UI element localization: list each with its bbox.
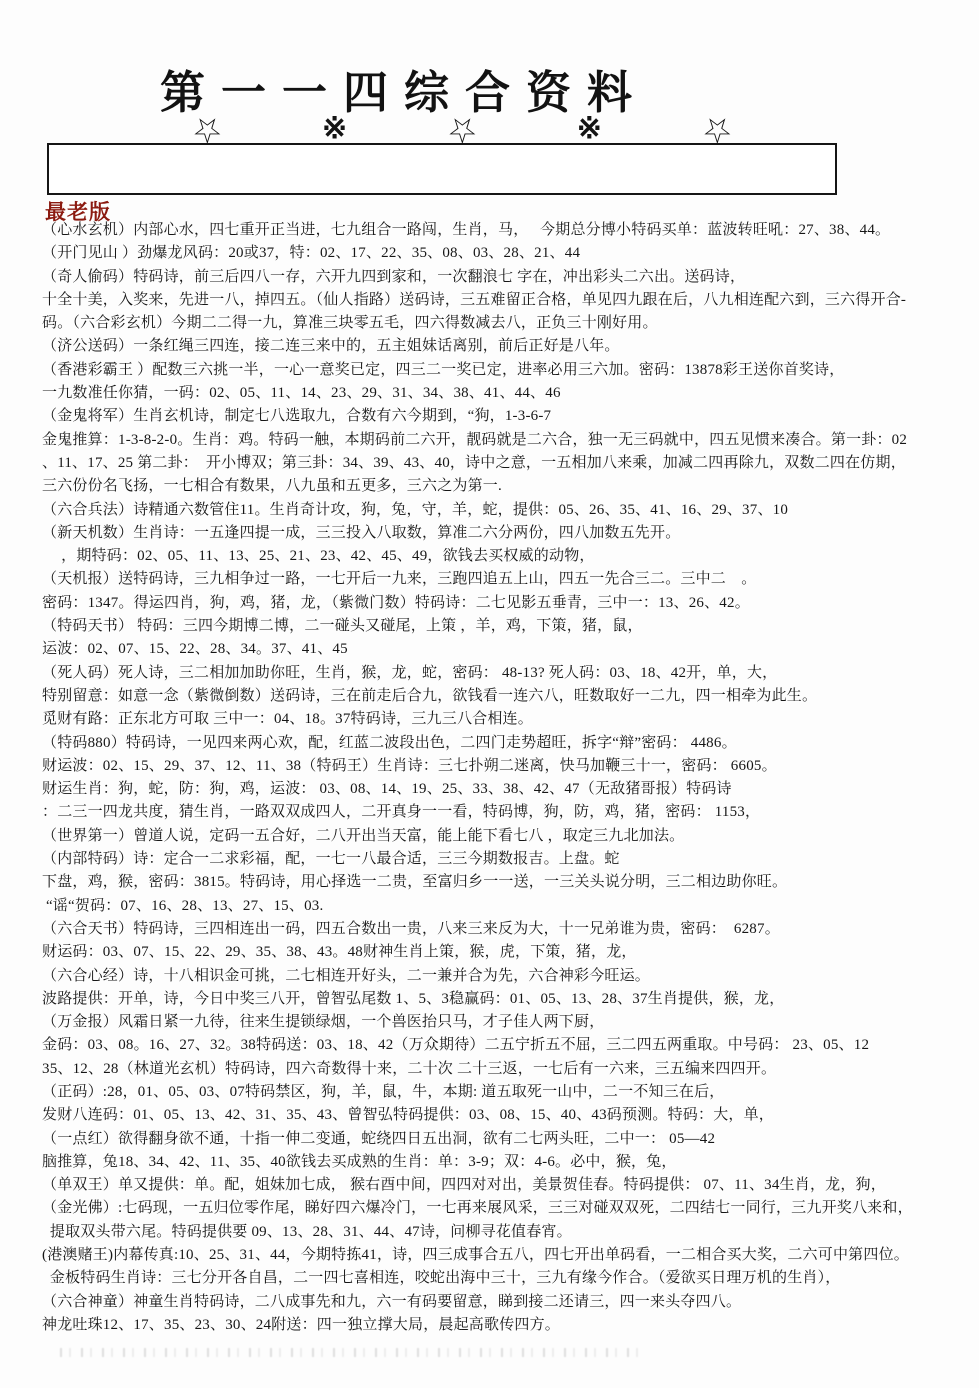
- text-line: （奇人偷码）特码诗，前三后四八一存，六开九四到家和，一次翻浪七 字在，冲出彩头二六出。送码诗，: [42, 268, 746, 285]
- text-line: （一点红）欲得翻身欲不通，十指一伸二变通，蛇绕四日五出洞，欲有二七两头旺，二中一： 05—42: [42, 1130, 716, 1147]
- text-line: 三六份份名飞扬，一七相合有数果，八九虽和五更多，三六之为第一.: [42, 478, 502, 495]
- text-line: （特码天书） 特码：三四今期博二博，二一碰头又碰尾，上策 ，羊，鸡，下策，猪，鼠，: [42, 618, 643, 635]
- text-line: （心水玄机）内部心水，四七重开正当进，七九组合一路闯，生肖，马， 今期总分博小特码买单：蓝波转旺吼：27、38、44。: [42, 222, 891, 238]
- text-line: 波路提供：开单，诗，今日中奖三八开，曾智弘尾数 1、5、3稳赢码：01、05、13、28、37生肖提供，猴，龙，: [42, 990, 785, 1007]
- text-line: （六合天书）特码诗，三四相连出一码，四五合数出一贵，八来三来反为大，十一兄弟谁为贵，密码： 6287。: [42, 920, 780, 937]
- text-line: （六合神童）神童生肖特码诗，二八成事先和九，六一有码要留意，睇到接二还请三，四一来头夺四八。: [42, 1293, 742, 1310]
- text-line: （单双王）单又提供：单。配，姐妹加七成， 猴右酉中间，四四对对出，美景贺佳春。特码提供： 07、11、34生肖，龙，狗，: [42, 1177, 886, 1194]
- text-line: （金光佛）:七码现，一五归位零作尾，睇好四六爆冷门，一七再来展风采，三三对碰双双死，二四结七一同行，三九开奖八来和，: [42, 1200, 913, 1217]
- decoration-row: [192, 110, 732, 149]
- text-line: （香港彩霸王 ）配数三六挑一半，一心一意奖已定，四三二一奖已定，进率必用三六加。密码：13878彩王送你首奖诗，: [42, 361, 845, 378]
- text-line: 密码：1347。得运四肖，狗，鸡，猪，龙，（紫微门数）特码诗：二七见影五垂青，三中一：13、26、42。: [42, 594, 750, 611]
- text-line: 、11、17、25 第二卦： 开小博双；第三卦：34、39、43、40，诗中之意，一五相加八来乘，加减二四再除九，双数二四在仿期，: [42, 454, 906, 471]
- text-line: （死人码）死人诗，三二相加加助你旺，生肖，猴，龙，蛇，密码： 48-13? 死人码：03、18、42开，单，大，: [42, 664, 778, 681]
- text-line: （六合兵法）诗精通六数管住11。生肖奇计攻，狗，兔，守，羊，蛇，提供：05、26、35、41、16、29、37、10: [42, 501, 789, 518]
- text-line: 运波：02、07、15、22、28、34。37、41、45: [42, 641, 348, 658]
- text-line: 一九数准任你猜，一码：02、05、11、14、23、29、31、34、38、41、44、46: [42, 385, 561, 402]
- text-line: “谣“贺码：07、16、28、13、27、15、03.: [42, 897, 324, 914]
- text-line: （特码880）特码诗，一见四来两心欢，配，红蓝二波段出色，二四门走势超旺，拆字“辩”密码： 4486。: [42, 734, 737, 751]
- text-line: 神龙吐珠12、17、35、23、30、24附送：四一独立撑大局，晨起高歌传四方。: [42, 1316, 561, 1333]
- text-line: 财运码：03、07、15、22、29、35、38、43。48财神生肖上策，猴，虎，下策，猪，龙，: [42, 944, 637, 961]
- text-line: （济公送码）一条红绳三四连，接二连三来中的，五主姐妹话离别，前后正好是八年。: [42, 338, 620, 355]
- page-title: 第一一四综合资料: [160, 68, 649, 118]
- text-line: 发财八连码：01、05、13、42、31、35、43、曾智弘特码提供：03、08、15、40、43码预测。特码：大，单，: [42, 1107, 775, 1124]
- reference-mark-icon: ※: [576, 112, 602, 145]
- text-line: 觅财有路：正东北方可取 三中一：04、18。37特码诗，三九三八合相连。: [42, 711, 533, 728]
- text-line: 特别留意：如意一念（紫微倒数）送码诗，三在前走后合九，欲钱看一连六八，旺数取好一二九，四一相牵为此生。: [42, 687, 818, 704]
- text-line: （金鬼将军）生肖玄机诗，制定七八选取九，合数有六今期到，“狗，1-3-6-7: [42, 408, 552, 425]
- empty-header-box: [47, 143, 837, 195]
- text-line: 脑推算，兔18、34、42、11、35、40欲钱去买成熟的生肖：单：3-9；双：4-6。必中，猴，兔，: [42, 1153, 677, 1170]
- text-line: 财运生肖：狗，蛇，防：狗，鸡，运波： 03、08、14、19、25、33、38、42、47（无敌猪哥报）特码诗: [42, 781, 732, 798]
- text-line: ，期特码：02、05、11、13、25、21、23、42、45、49，欲钱去买权威的动物，: [42, 548, 595, 565]
- text-line: 十全十美，入奖来，先进一八，掉四五。（仙人指路）送码诗，三五难留正合格，单见四九跟在后，八九相连配六到，三六得开合-: [42, 291, 907, 308]
- text-line: 财运波：02、15、29、37、12、11、38（特码王）生肖诗：三七扑朔二迷离，快马加鞭三十一，密码： 6605。: [42, 757, 777, 774]
- text-line: 金鬼推算：1-3-8-2-0。生肖：鸡。特码一触，本期码前二六开，靓码就是二六合，独一无三码就中，四五见惯来凑合。第一卦：02: [42, 431, 908, 448]
- text-line: （内部特码）诗：定合一二求彩福，配，一七一八最合适，三三今期数报吉。上盘。蛇: [42, 851, 620, 868]
- text-line: ：二三一四龙共度，猜生肖，一路双双成四人，二开真身一一看，特码博，狗，防，鸡，猪，密码： 1153，: [42, 804, 761, 821]
- reference-mark-icon: ※: [322, 112, 348, 145]
- edition-label: 最老版: [45, 200, 111, 224]
- faded-text-artifact: [60, 1348, 640, 1357]
- text-line: 金码：03、08。16、27、32。38特码送：03、18、42（万众期待）二五宁折五不屈，三二四五两重取。中号码： 23、05、12: [42, 1037, 870, 1054]
- star-icon: ☆: [192, 110, 223, 149]
- text-line: 金板特码生肖诗：三七分开各自昌，二一四七喜相连，咬蛇出海中三十，三九有缘今作合。（爱欲买日理万机的生肖），: [42, 1270, 841, 1287]
- text-line: （开门见山 ）劲爆龙风码：20或37，特：02、17、22、35、08、03、28、21、44: [42, 245, 581, 262]
- text-line: （万金报）风霜日紧一九待，往来生提锁绿烟，一个兽医抬只马，才子佳人两下厨，: [42, 1014, 605, 1031]
- text-line: （六合心经）诗，十八相识金可挑，二七相连开好头，二一兼并合为先，六合神彩今旺运。: [42, 967, 651, 984]
- document-body: [42, 219, 972, 1337]
- text-line: 35、12、28（林道光玄机）特码诗，四六奇数得十来，二十次 二十三返，一七后有一六来，三五编来四四开。: [42, 1060, 777, 1077]
- text-line: （正码）:28，01、05、03、07特码禁区，狗，羊，鼠，牛，本期: 道五取死一山中，二一不知三在后，: [42, 1083, 725, 1100]
- star-icon: ☆: [701, 110, 732, 149]
- text-line: 提取双头带六尾。特码提供要 09、13、28、31、44、47诗，问柳寻花值春宵。: [42, 1223, 572, 1240]
- text-line: （新天机数）生肖诗：一五逢四提一成，三三投入八取数，算准二六分两份，四八加数五先开。: [42, 524, 681, 541]
- text-line: （天机报）送特码诗，三九相争过一路，一七开后一九来，三跑四追五上山，四五一先合三二。三中二 。: [42, 571, 757, 588]
- text-line: 码。（六合彩玄机）今期二二得一九，算准三块零五毛，四六得数减去八，正负三十刚好用。: [42, 315, 658, 332]
- text-line: (港澳赌王)内幕传真:10、25、31、44，今期特拣41，诗，四三成事合五八，四七开出单码看，一二相合买大奖，二六可中第四位。: [42, 1247, 909, 1264]
- star-icon: ☆: [446, 110, 478, 149]
- text-line: 下盘，鸡，猴，密码：3815。特码诗，用心择选一二贵，至富归乡一一送，一三关头说分明，三二相边助你旺。: [42, 874, 788, 891]
- text-line: （世界第一）曾道人说，定码一五合好，二八开出当天富，能上能下看七八 ，取定三九北加法。: [42, 827, 685, 844]
